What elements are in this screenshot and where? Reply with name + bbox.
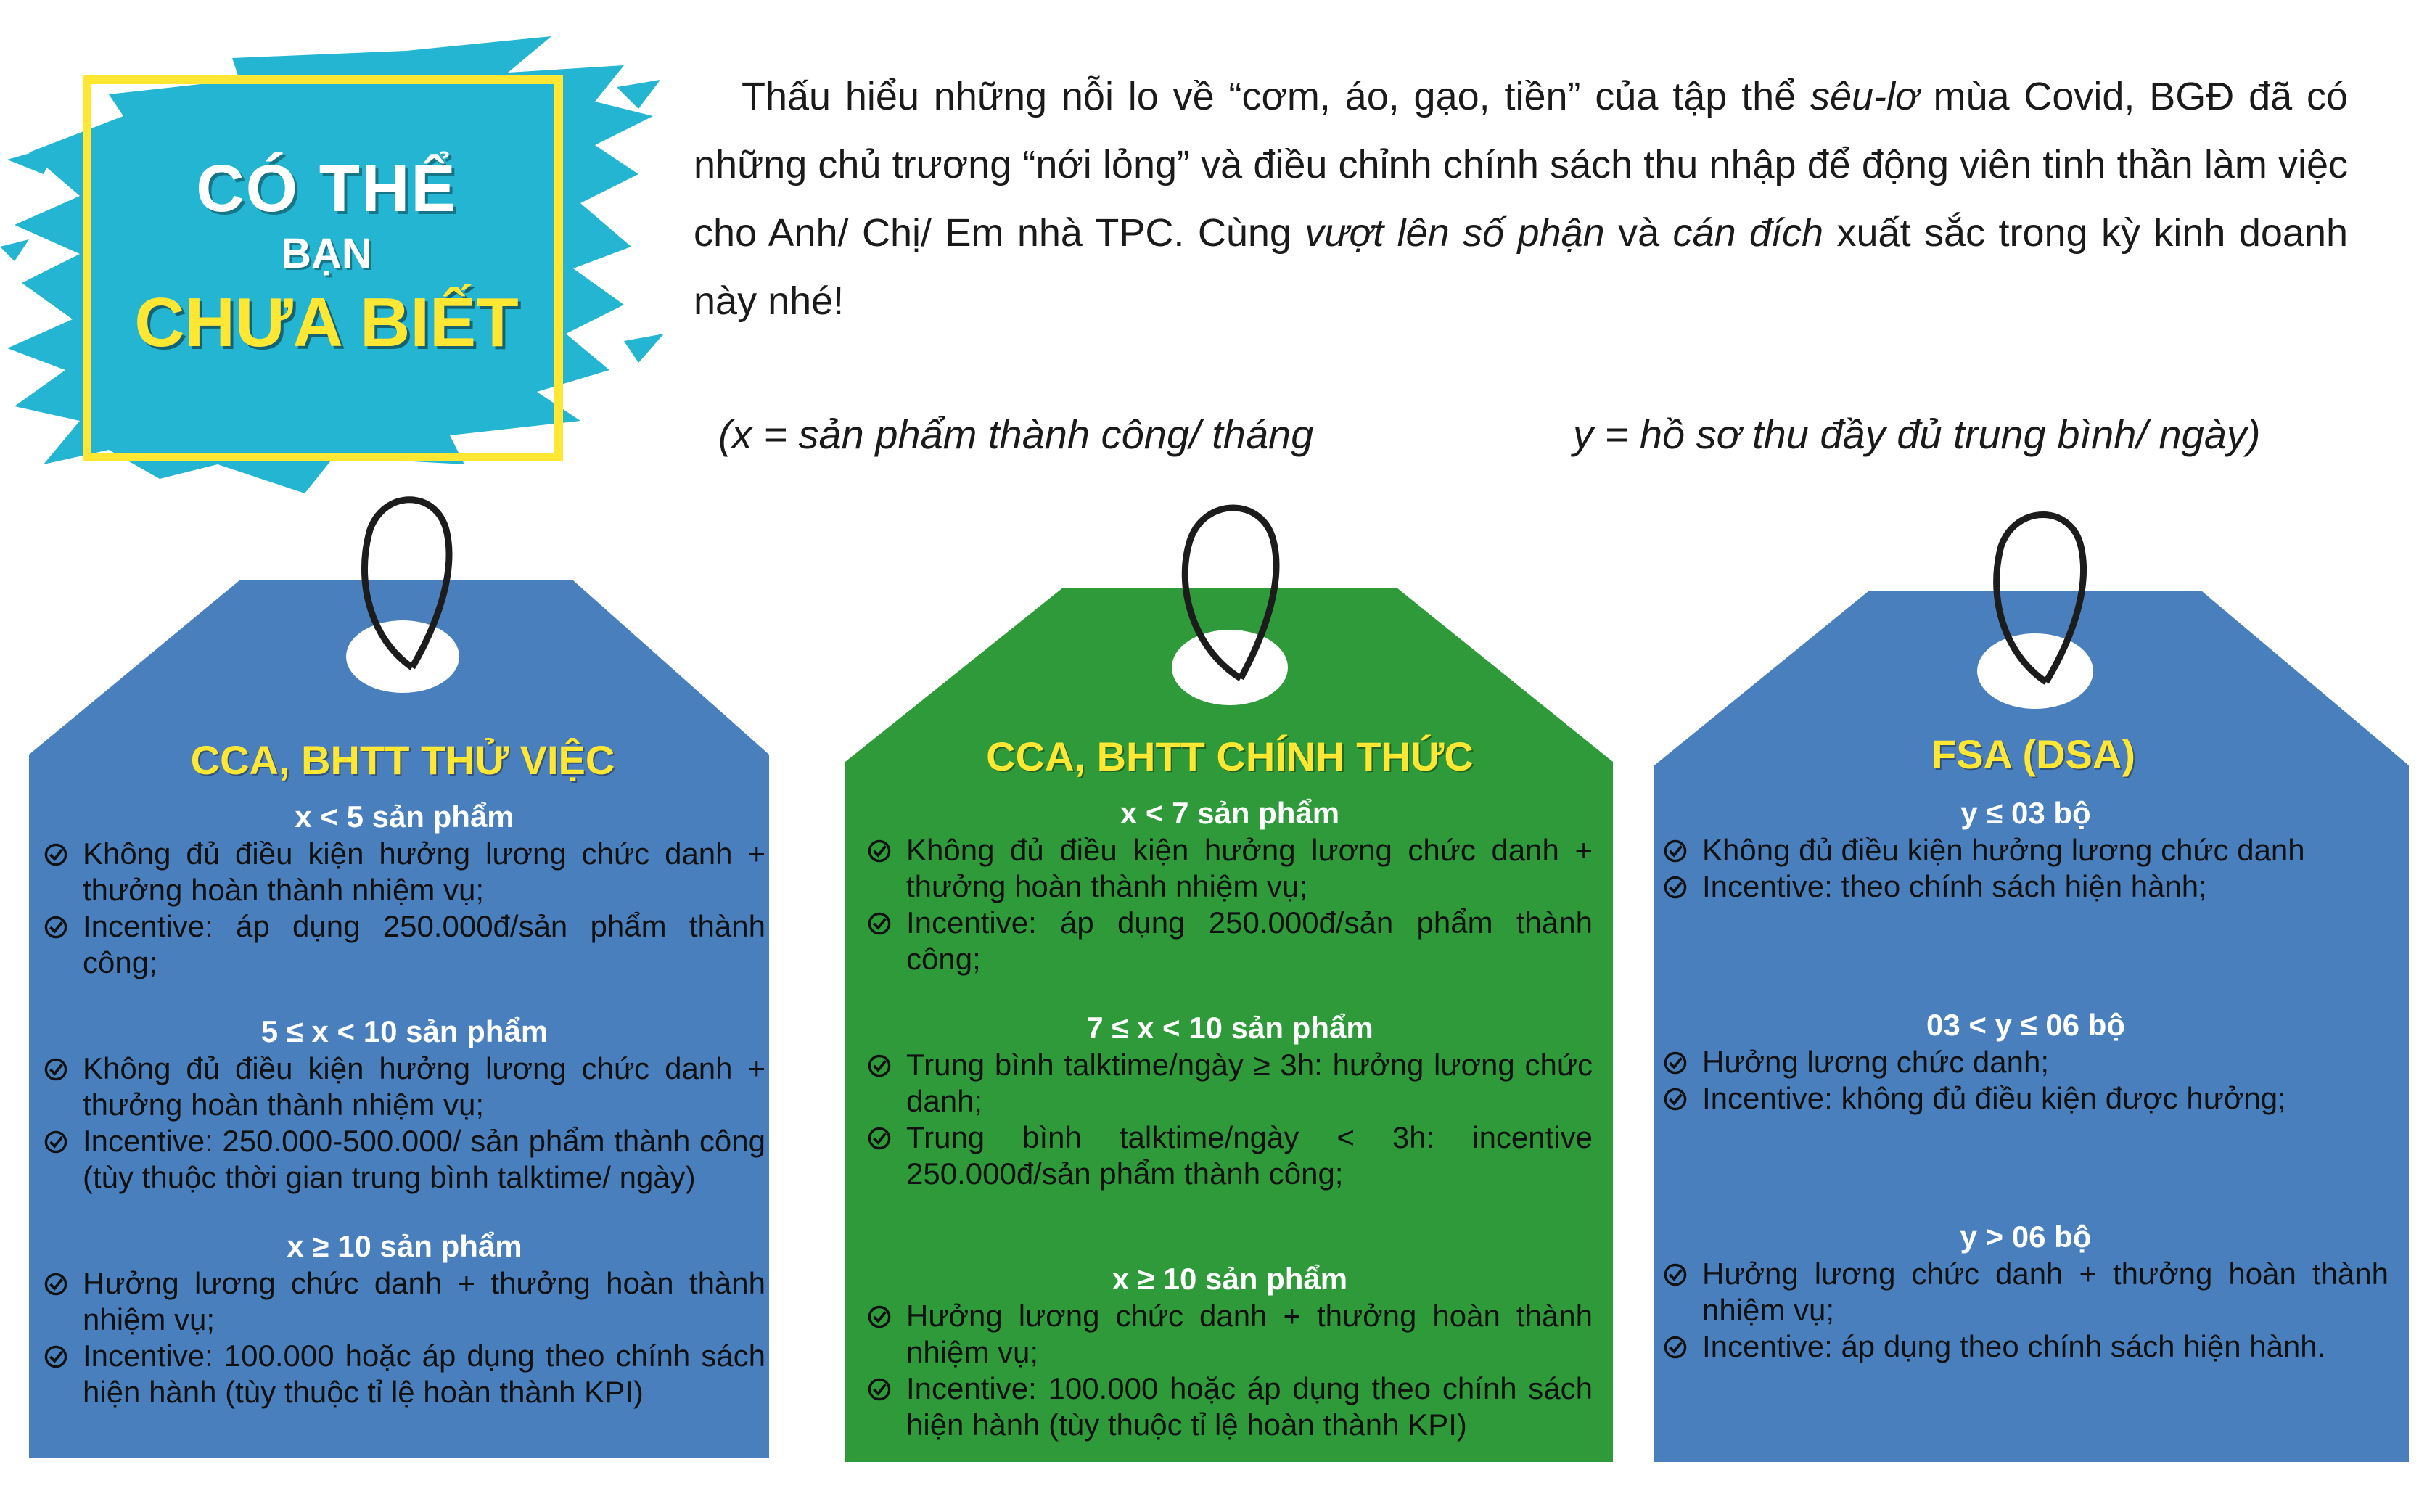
item-text: Hưởng lương chức danh + thưởng hoàn thành nhiệm vụ; [83,1266,765,1336]
list-item [1663,1080,2389,1117]
section-heading: y ≤ 03 bộ [1960,796,2091,830]
item-text: Incentive: áp dụng theo chính sách hiện hành. [1702,1329,2326,1363]
intro-emphasis-2: vượt lên số phận [1305,211,1605,255]
list-item [44,1338,765,1410]
list-item [867,1119,1593,1192]
check-circle-icon [44,1344,68,1369]
item-text: Không đủ điều kiện hưởng lương chức danh + thưởng hoàn thành nhiệm vụ; [83,837,765,907]
tag-body [1663,794,2389,1365]
check-circle-icon [867,911,892,936]
check-circle-icon [867,1377,892,1402]
section-heading: 03 < y ≤ 06 bộ [1926,1008,2126,1042]
section-heading: x < 7 sản phẩm [1120,796,1340,830]
item-text: Incentive: không đủ điều kiện được hưởng; [1702,1081,2286,1115]
list-item [44,836,765,908]
tag-title: CCA, BHTT THỬ VIỆC [190,737,615,783]
item-text: Hưởng lương chức danh + thưởng hoàn thành nhiệm vụ; [1702,1257,2389,1327]
list-item [1663,1044,2389,1080]
section-heading: y > 06 bộ [1960,1220,2092,1254]
list-item [44,1265,765,1338]
tag-title: CCA, BHTT CHÍNH THỨC [986,734,1474,779]
list-item [867,1371,1593,1443]
list-item [44,908,765,981]
item-text: Incentive: 100.000 hoặc áp dụng theo chính sách hiện hành (tùy thuộc tỉ lệ hoàn thành KPI) [83,1339,765,1409]
item-text: Không đủ điều kiện hưởng lương chức danh + thưởng hoàn thành nhiệm vụ; [906,833,1593,903]
badge-title [80,123,573,363]
item-text: Incentive: theo chính sách hiện hành; [1702,869,2207,903]
intro-emphasis-3: cán đích [1672,211,1824,255]
did-you-know-badge [0,29,668,493]
badge-line-2: BẠN [281,230,372,277]
check-circle-icon [1663,875,1688,900]
check-circle-icon [1663,839,1688,863]
badge-line-1: CÓ THỂ [196,152,457,226]
list-item [44,1123,765,1196]
item-text: Không đủ điều kiện hưởng lương chức danh + thưởng hoàn thành nhiệm vụ; [83,1051,765,1122]
check-circle-icon [44,1057,68,1082]
check-circle-icon [867,1126,892,1151]
intro-paragraph [694,62,2348,335]
list-item [867,1047,1593,1119]
intro-text-3: và [1604,211,1673,255]
check-circle-icon [1663,1051,1688,1075]
intro-text-4: xuất sắc trong kỳ kinh doanh này nhé! [694,211,2349,323]
badge-line-3: CHƯA BIẾT [134,284,519,361]
list-item [1663,868,2389,905]
section-heading: 7 ≤ x < 10 sản phẩm [1086,1011,1373,1045]
check-circle-icon [44,915,68,940]
check-circle-icon [1663,1262,1688,1287]
check-circle-icon [867,839,892,863]
tag-body [44,798,765,1410]
list-item [867,832,1593,905]
section-heading: x < 5 sản phẩm [295,800,514,834]
legend-y-definition: y = hồ sơ thu đầy đủ trung bình/ ngày) [1573,411,2261,457]
item-text: Không đủ điều kiện hưởng lương chức danh [1702,833,2305,867]
item-text: Incentive: áp dụng 250.000đ/sản phẩm thành công; [906,905,1593,976]
intro-emphasis-1: sêu-lơ [1810,75,1919,118]
list-item [867,1298,1593,1371]
check-circle-icon [1663,1087,1688,1112]
legend-x-definition: (x = sản phẩm thành công/ tháng [718,411,1314,457]
intro-text-2: mùa Covid, BGĐ đã có những chủ trương “nới lỏng” và điều chỉnh chính sách thu nhập để động viên tinh thần làm việc cho Anh/ Chị/ Em nhà TPC. Cùng [694,75,2348,255]
intro-text-1: Thấu hiểu những nỗi lo về “cơm, áo, gạo, tiền” của tập thể [742,75,1810,118]
tag-official [845,501,1614,1462]
item-text: Trung bình talktime/ngày ≥ 3h: hưởng lương chức danh; [906,1048,1593,1118]
tag-fsa-dsa [1654,504,2412,1462]
check-circle-icon [867,1053,892,1078]
tag-body [867,794,1593,1443]
list-item [1663,832,2389,868]
item-text: Incentive: 250.000-500.000/ sản phẩm thành công (tùy thuộc thời gian trung bình talktime/ ngày) [83,1124,765,1194]
check-circle-icon [1663,1335,1688,1360]
list-item [44,1051,765,1123]
item-text: Incentive: áp dụng 250.000đ/sản phẩm thành công; [83,909,765,979]
section-heading: x ≥ 10 sản phẩm [1112,1262,1348,1296]
check-circle-icon [44,842,68,867]
item-text: Trung bình talktime/ngày < 3h: incentive 250.000đ/sản phẩm thành công; [906,1120,1593,1191]
tag-title: FSA (DSA) [1931,731,2135,777]
check-circle-icon [44,1272,68,1297]
tag-probation [29,493,776,1458]
item-text: Hưởng lương chức danh + thưởng hoàn thành nhiệm vụ; [906,1299,1593,1369]
section-heading: x ≥ 10 sản phẩm [287,1229,522,1263]
list-item [867,905,1593,977]
check-circle-icon [44,1130,68,1154]
list-item [1663,1328,2389,1365]
check-circle-icon [867,1304,892,1329]
item-text: Incentive: 100.000 hoặc áp dụng theo chính sách hiện hành (tùy thuộc tỉ lệ hoàn thành KPI) [906,1371,1593,1442]
section-heading: 5 ≤ x < 10 sản phẩm [260,1014,549,1048]
list-item [1663,1256,2389,1328]
item-text: Hưởng lương chức danh; [1702,1045,2049,1079]
